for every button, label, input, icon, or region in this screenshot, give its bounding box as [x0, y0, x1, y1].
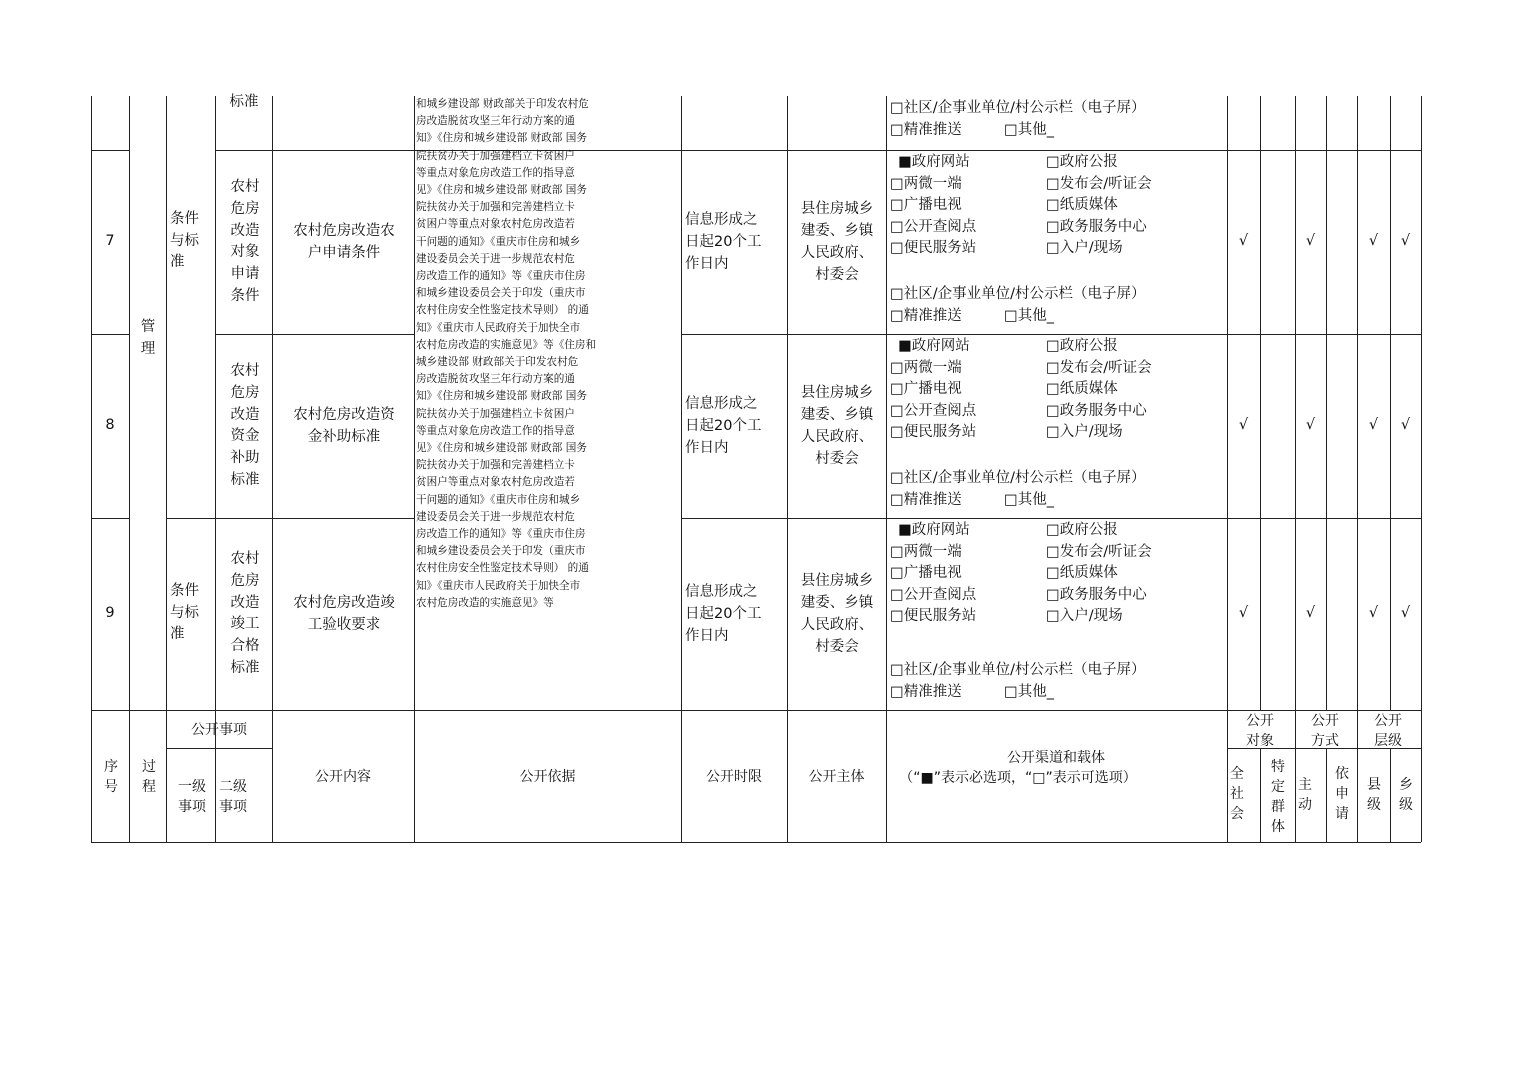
channel-option-other: □其他_ [1004, 492, 1054, 508]
channel-option: □政府公报 [1046, 338, 1118, 354]
channel-option-bulletin: □社区/企事业单位/村公示栏（电子屏） [890, 286, 1146, 302]
row-level2: 农村危房改造竣工合格标准 [230, 551, 260, 676]
row-time-limit: 信息形成之日起20个工作日内 [685, 396, 762, 456]
partial-channel-precise: □精准推送 [890, 122, 962, 138]
channel-option: □发布会/听证会 [1046, 543, 1152, 560]
mark-county: √ [1368, 233, 1379, 249]
channel-option: □公开查阅点 [890, 402, 977, 419]
channel-option: □广播电视 [890, 381, 962, 398]
channel-option: □两微一端 [890, 543, 962, 560]
channel-option: □政务服务中心 [1046, 218, 1147, 235]
channel-option: □政务服务中心 [1046, 586, 1147, 603]
row-level1: 条件与标准 [170, 211, 199, 270]
header-specific-group: 特定群体 [1271, 759, 1285, 835]
channel-option: □纸质媒体 [1046, 197, 1118, 214]
row-content: 农村危房改造竣工验收要求 [293, 595, 395, 633]
mark-whole-society: √ [1238, 605, 1249, 621]
header-subject: 公开主体 [808, 769, 865, 785]
header-content: 公开内容 [315, 769, 371, 785]
channel-option-bulletin: □社区/企事业单位/村公示栏（电子屏） [890, 470, 1146, 486]
row-content: 农村危房改造资金补助标准 [293, 407, 395, 445]
row-content: 农村危房改造农户申请条件 [293, 223, 395, 261]
header-channels-note: （“■”表示必选项，“□”表示可选项） [899, 770, 1137, 786]
partial-channel-other: □其他_ [1004, 122, 1054, 138]
row-time-limit: 信息形成之日起20个工作日内 [685, 212, 762, 272]
channel-option: □政务服务中心 [1046, 402, 1147, 419]
header-county: 县级 [1367, 777, 1381, 813]
mark-county: √ [1368, 605, 1379, 621]
channel-option: □入户/现场 [1046, 240, 1123, 257]
channel-option-bulletin: □社区/企事业单位/村公示栏（电子屏） [890, 662, 1146, 678]
mark-county: √ [1368, 417, 1379, 433]
mark-township: √ [1400, 417, 1411, 433]
header-active: 主动 [1298, 777, 1312, 813]
channel-option: □公开查阅点 [890, 586, 977, 603]
partial-level2: 标准 [229, 94, 259, 110]
row-level2: 农村危房改造资金补助标准 [230, 363, 260, 488]
header-target: 公开对象 [1246, 713, 1274, 749]
row-time-limit: 信息形成之日起20个工作日内 [685, 584, 762, 644]
header-channels-title: 公开渠道和载体 [1007, 750, 1105, 766]
row-subject: 县住房城乡建委、乡镇人民政府、村委会 [800, 385, 874, 467]
channel-option: □政府公报 [1046, 154, 1118, 170]
channel-option: □广播电视 [890, 565, 962, 582]
row-no: 8 [105, 417, 115, 433]
row-subject: 县住房城乡建委、乡镇人民政府、村委会 [800, 201, 874, 283]
channel-option: □两微一端 [890, 175, 962, 192]
channel-option: □发布会/听证会 [1046, 359, 1152, 376]
channel-option-other: □其他_ [1004, 684, 1054, 700]
mark-active: √ [1305, 417, 1316, 433]
channel-option-precise: □精准推送 [890, 308, 962, 324]
mark-active: √ [1305, 233, 1316, 249]
mark-township: √ [1400, 605, 1411, 621]
mark-whole-society: √ [1238, 417, 1249, 433]
process-label: 管理 [140, 319, 156, 357]
header-process: 过程 [142, 759, 156, 795]
row-no: 7 [105, 233, 115, 249]
channel-option: ■政府网站 [898, 154, 970, 170]
header-method: 公开方式 [1311, 713, 1339, 749]
header-no: 序号 [104, 759, 118, 795]
channel-option: ■政府网站 [898, 522, 970, 538]
partial-channel-bulletin: □社区/企事业单位/村公示栏（电子屏） [890, 100, 1146, 116]
header-basis: 公开依据 [519, 769, 576, 785]
header-whole-society: 全社会 [1230, 766, 1244, 822]
channel-option: □纸质媒体 [1046, 381, 1118, 398]
mark-whole-society: √ [1238, 233, 1249, 249]
channel-option-precise: □精准推送 [890, 684, 962, 700]
channel-option: □公开查阅点 [890, 218, 977, 235]
row-level1: 条件与标准 [170, 583, 199, 642]
channel-option: □政府公报 [1046, 522, 1118, 538]
header-level: 公开层级 [1374, 713, 1402, 749]
channel-option: □入户/现场 [1046, 424, 1123, 441]
row-subject: 县住房城乡建委、乡镇人民政府、村委会 [800, 573, 874, 655]
channel-option: □便民服务站 [890, 608, 977, 625]
header-on-request: 依申请 [1335, 766, 1349, 822]
header-level2: 二级事项 [219, 779, 247, 815]
row-no: 9 [105, 605, 115, 621]
header-items: 公开事项 [191, 722, 247, 738]
basis-text: 和城乡建设部 财政部关于印发农村危 房改造脱贫攻坚三年行动方案的通 知》《住房和城乡建设部 财政部 国务 院扶贫办关于加强建档立卡贫困户 等重点对象危房改造工作的指导意 见》《住房和城乡建设部 财政部 国务 院扶贫办关于加强和完善建档立卡 贫困户等重点对象农村危房改造若 干问题的通知》《重庆市住房和城乡 建设委员会关于进一步规范农村危 房改造工作的通知》等《重庆市住房 和城乡建设委员会关于印发（重庆市 农村住房安全性鉴定技术导则） 的通 知》《重庆市人民政府关于加快全市 农村危房改造的实施意见》等《住房和 城乡建设部 财政部关于印发农村危 房改造脱贫攻坚三年行动方案的通 知》《住房和城乡建设部 财政部 国务 院扶贫办关于加强建档立卡贫困户 等重点对象危房改造工作的指导意 见》《住房和城乡建设部 财政部 国务 院扶贫办关于加强和完善建档立卡 贫困户等重点对象农村危房改造若 干问题的通知》《重庆市住房和城乡 建设委员会关于进一步规范农村危 房改造工作的通知》等《重庆市住房 和城乡建设委员会关于印发（重庆市 农村住房安全性鉴定技术导则） 的通 知》《重庆市人民政府关于加快全市 农村危房改造的实施意见》等 [416, 98, 597, 609]
channel-option: ■政府网站 [898, 338, 970, 354]
channel-option-other: □其他_ [1004, 308, 1054, 324]
channel-option: □发布会/听证会 [1046, 175, 1152, 192]
channel-option: □纸质媒体 [1046, 565, 1118, 582]
channel-option: □入户/现场 [1046, 608, 1123, 625]
header-township: 乡级 [1399, 777, 1413, 813]
channel-option: □广播电视 [890, 197, 962, 214]
channel-option: □两微一端 [890, 359, 962, 376]
mark-active: √ [1305, 605, 1316, 621]
header-level1: 一级事项 [178, 779, 206, 815]
row-level2: 农村危房改造对象申请条件 [230, 179, 260, 304]
mark-township: √ [1400, 233, 1411, 249]
channel-option-precise: □精准推送 [890, 492, 962, 508]
header-time-limit: 公开时限 [706, 769, 762, 785]
channel-option: □便民服务站 [890, 240, 977, 257]
channel-option: □便民服务站 [890, 424, 977, 441]
